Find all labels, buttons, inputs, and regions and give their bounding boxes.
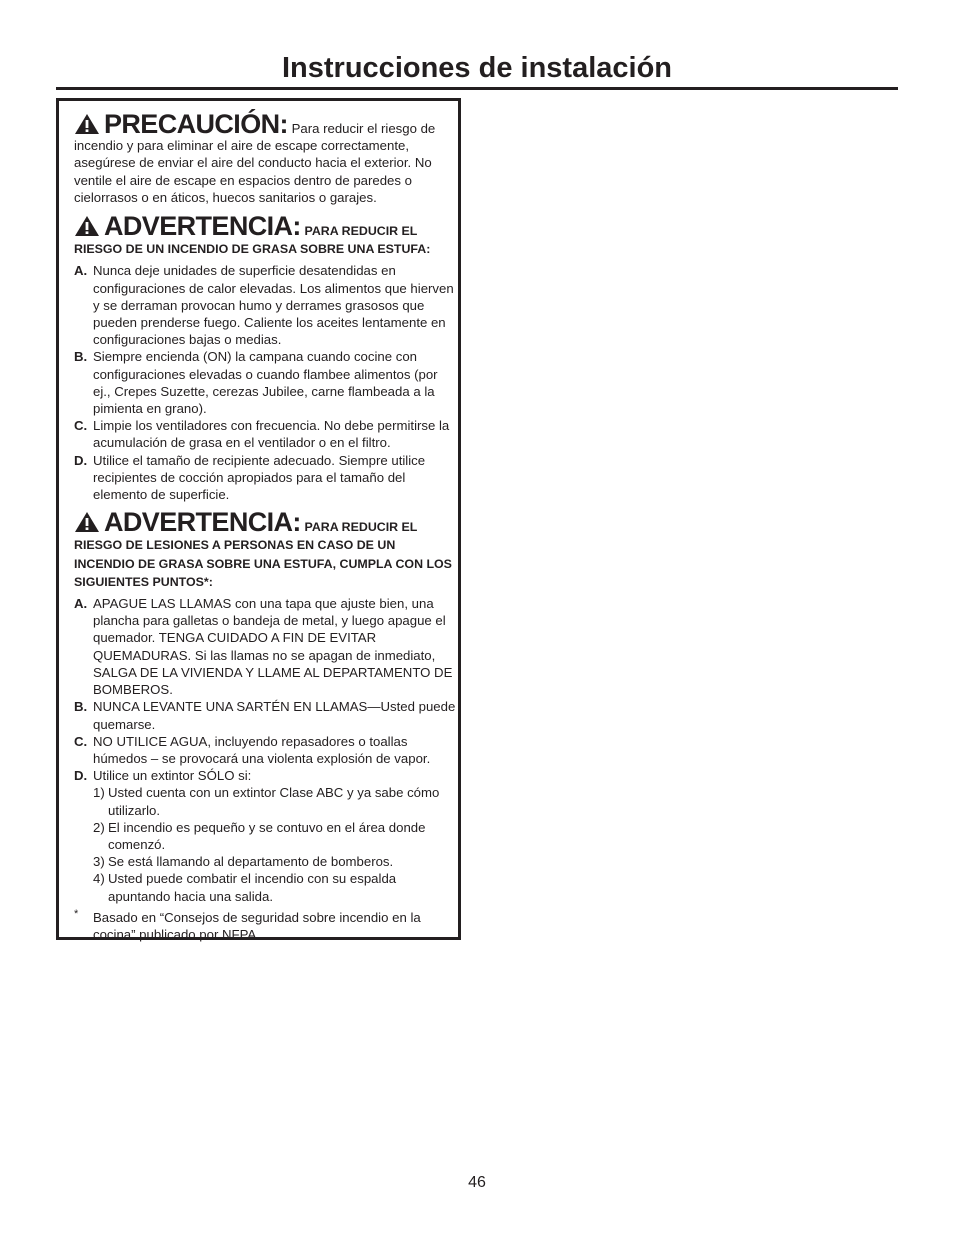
warning-injury-list: [74, 595, 456, 905]
warning-triangle-icon: [74, 113, 100, 135]
footnote-mark: *: [74, 907, 79, 920]
warning-injury-header: [74, 507, 456, 591]
precaution-block: [74, 109, 456, 206]
warning-lead-text: PARA REDUCIR EL RIESGO DE UN INCENDIO DE GRASA SOBRE UNA ESTUFA:: [74, 224, 431, 257]
list-item: C. NO UTILICE AGUA, incluyendo repasadores o toallas húmedos – se provocará una violenta explosión de vapor.: [74, 733, 431, 766]
extinguisher-conditions-list: [93, 784, 456, 904]
list-item: 4) Usted puede combatir el incendio con su espalda apuntando hacia una salida.: [93, 871, 397, 904]
list-item: 2) El incendio es pequeño y se contuvo en el área donde comenzó.: [93, 819, 426, 852]
list-item: A. APAGUE LAS LLAMAS con una tapa que ajuste bien, una plancha para galletas o bandeja de metal, y luego apague el quemador. TENGA CUIDADO A FIN DE EVITAR QUEMADURAS. Si las llamas no se apagan de inmediato, SALGA DE LA VIVIENDA Y LLAME AL DEPARTAMENTO DE BOMBEROS.: [74, 596, 453, 698]
footnote: [74, 909, 456, 943]
footnote-text: Basado en “Consejos de seguridad sobre incendio en la cocina” publicado por NFPA.: [93, 909, 421, 942]
warning-triangle-icon: [74, 215, 100, 237]
list-item: A. Nunca deje unidades de superficie desatendidas en configuraciones de calor elevadas. Los alimentos que hierven y se derraman provocan humo y derrames grasosos que pueden prenderse fuego. Caliente los aceites lentamente en configuraciones bajas o medias.: [74, 263, 454, 348]
warning-triangle-icon: [74, 511, 100, 533]
warning-grease-fire-header: [74, 211, 456, 258]
title-rule: [56, 87, 898, 90]
list-item: B. Siempre encienda (ON) la campana cuando cocine con configuraciones elevadas o cuando flambee alimentos (por ej., Crepes Suzette, cerezas Jubilee, carne flambeada a la pimienta en grano).: [74, 349, 438, 417]
list-item: 3) Se está llamando al departamento de bomberos.: [93, 854, 394, 870]
list-item: D. Utilice el tamaño de recipiente adecuado. Siempre utilice recipientes de cocción apropiados para el tamaño del elemento de superficie.: [74, 452, 426, 503]
warning-signal-word: ADVERTENCIA:: [104, 507, 301, 538]
safety-warning-content: [74, 109, 456, 943]
precaution-signal-word: PRECAUCIÓN:: [104, 109, 288, 139]
list-item: C. Limpie los ventiladores con frecuencia. No debe permitirse la acumulación de grasa en el ventilador o en el filtro.: [74, 418, 450, 451]
page-title: Instrucciones de instalación: [282, 52, 672, 84]
warning-grease-fire-list: [74, 262, 456, 503]
list-item: 1) Usted cuenta con un extintor Clase ABC y ya sabe cómo utilizarlo.: [93, 785, 440, 818]
warning-lead-text: PARA REDUCIR EL RIESGO DE LESIONES A PERSONAS EN CASO DE UN INCENDIO DE GRASA SOBRE UNA ESTUFA, CUMPLA CON LOS SIGUIENTES PUNTOS*:: [74, 520, 452, 589]
list-item: D. Utilice un extintor SÓLO si: 1) Usted cuenta con un extintor Clase ABC y ya sabe cómo utilizarlo. 2) El incendio es pequeño y se contuvo en el área donde comenzó. 3) Se está llamando al departamento de bomberos. 4) Usted puede combatir el incendio con su espalda apuntando hacia una salida.: [74, 767, 456, 905]
safety-warning-box: [56, 98, 461, 940]
list-item: B. NUNCA LEVANTE UNA SARTÉN EN LLAMAS—Usted puede quemarse.: [74, 699, 456, 732]
page-number: 46: [468, 1174, 486, 1191]
precaution-text: Para reducir el riesgo de incendio y para eliminar el aire de escape correctamente, asegúrese de enviar el aire del conducto hacia el exterior. No ventile el aire de escape en espacios dentro de paredes o cielorrasos o en áticos, huecos sanitarios o garajes.: [74, 121, 436, 205]
warning-signal-word: ADVERTENCIA:: [104, 211, 301, 242]
